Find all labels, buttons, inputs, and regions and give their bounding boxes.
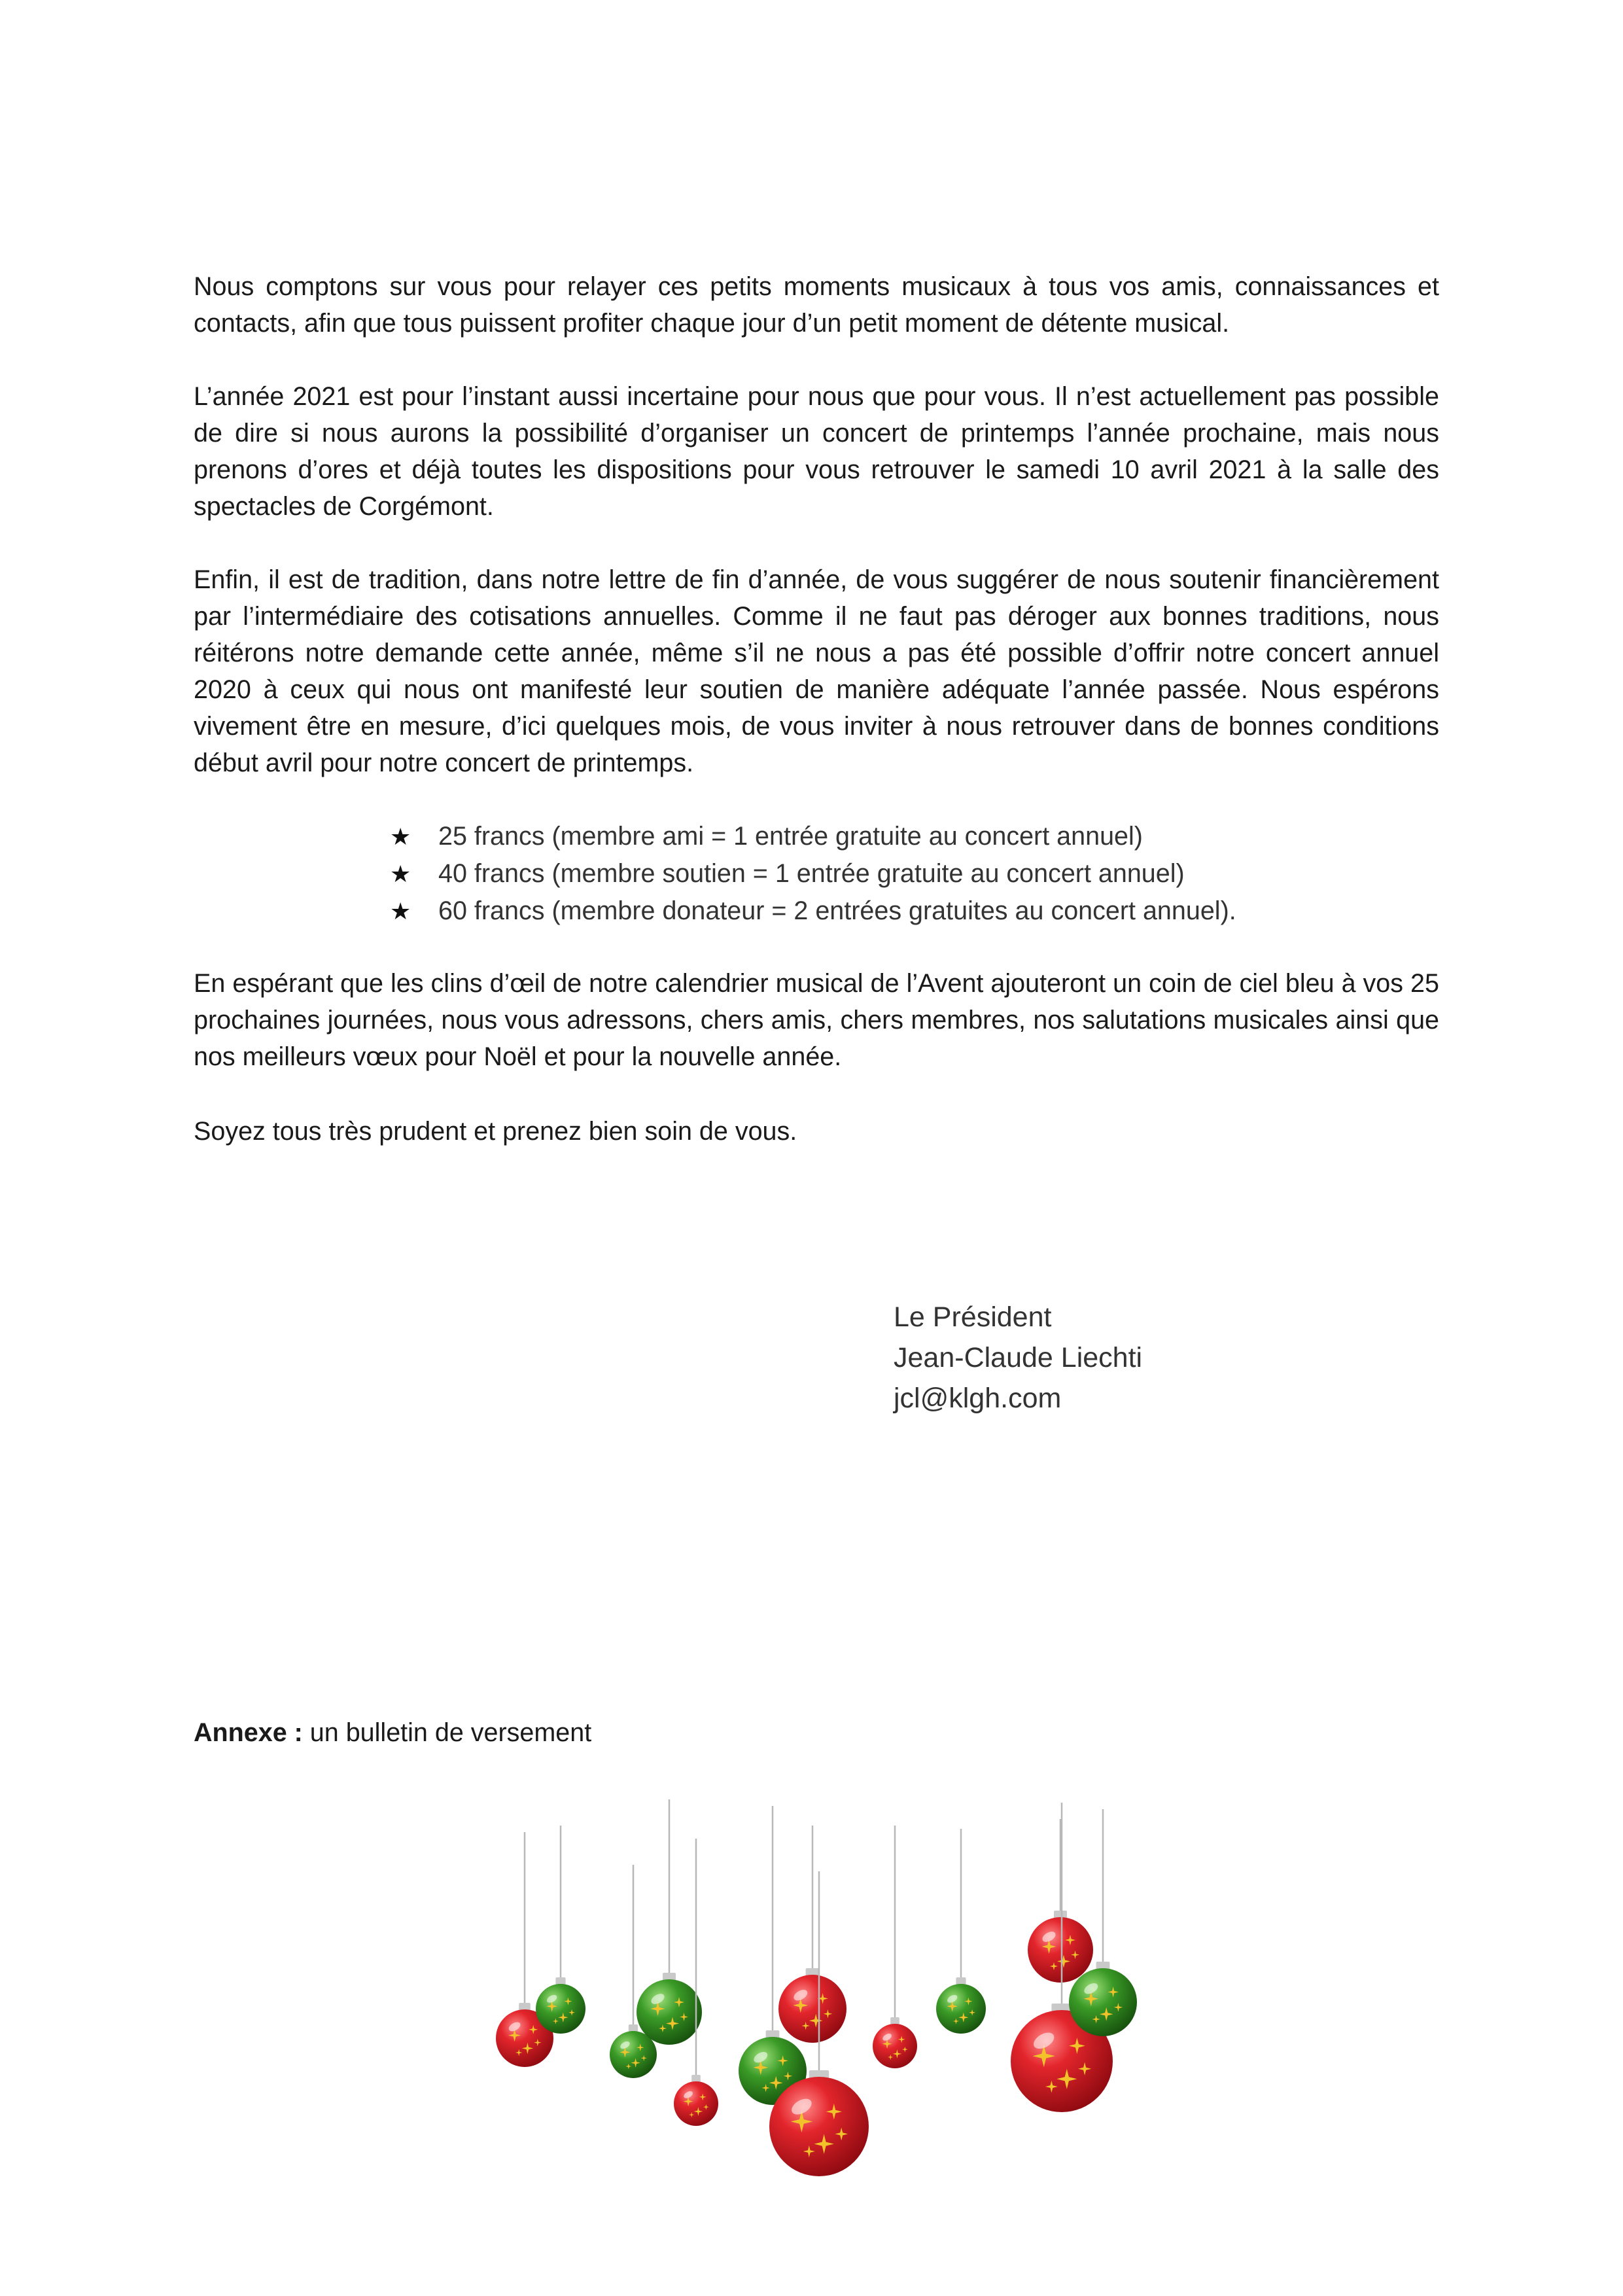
list-item: [390, 818, 1236, 855]
red-ornament-ball: [769, 2077, 869, 2176]
paragraph-cotisations: Enfin, il est de tradition, dans notre lettre de fin d’année, de vous suggérer de nous soutenir financièrement par l’intermédiaire des cotisations annuelles. Comme il ne faut pas déroger aux bonnes traditions, nous réitérons notre demande cette année, même s’il ne nous a pas été possible d’offrir notre concert annuel 2020 à ceux qui nous ont manifesté leur soutien de manière adéquate l’année passée. Nous espérons vivement être en mesure, d’ici quelques mois, de vous inviter à nous retrouver dans de bonnes conditions début avril pour notre concert de printemps.: [194, 565, 1439, 777]
paragraph-2021: L’année 2021 est pour l’instant aussi incertaine pour nous que pour vous. Il n’est actuellement pas possible de dire si nous aurons la possibilité d’organiser un concert de printemps l’année prochaine, mais nous prenons d’ores et déjà toutes les dispositions pour vous retrouver le samedi 10 avril 2021 à la salle des spectacles de Corgémont.: [194, 382, 1439, 521]
list-item: [390, 855, 1236, 892]
list-item-text: 60 francs (membre donateur = 2 entrées gratuites au concert annuel).: [438, 896, 1236, 925]
christmas-ornaments-illustration: [484, 1793, 1164, 2199]
list-item-text: 40 francs (membre soutien = 1 entrée gratuite au concert annuel): [438, 859, 1185, 888]
annexe-line: [194, 1714, 591, 1751]
green-ornament-ball: [936, 1984, 986, 2034]
signature-name: Jean-Claude Liechti: [894, 1342, 1143, 1373]
signature-block: [894, 1297, 1142, 1419]
signature-role: Le Président: [894, 1301, 1052, 1333]
paragraph-relay: Nous comptons sur vous pour relayer ces petits moments musicaux à tous vos amis, connaissances et contacts, afin que tous puissent profiter chaque jour d’un petit moment de détente musical.: [194, 272, 1439, 338]
star-icon: ★: [390, 860, 411, 887]
green-ornament-ball: [1069, 1968, 1137, 2036]
red-ornament-ball: [873, 2024, 917, 2068]
cotisation-list: [390, 818, 1236, 930]
ornament-group: [496, 1799, 1137, 2176]
red-ornament-ball: [674, 2081, 718, 2126]
star-icon: ★: [390, 898, 411, 925]
signature-email[interactable]: jcl@klgh.com: [894, 1383, 1062, 1414]
red-ornament-ball: [1028, 1917, 1093, 1983]
green-ornament-ball: [536, 1984, 585, 2034]
annexe-text: un bulletin de versement: [302, 1718, 592, 1747]
paragraph-voeux: En espérant que les clins d’œil de notre calendrier musical de l’Avent ajouteront un coin de ciel bleu à vos 25 prochaines journées, nous vous adressons, chers amis, chers membres, nos salutations musicales ainsi que nos meilleurs vœux pour Noël et pour la nouvelle année.: [194, 969, 1439, 1071]
red-ornament-ball: [778, 1975, 846, 2043]
list-item: [390, 892, 1236, 930]
green-ornament-ball: [637, 1979, 702, 2045]
star-icon: ★: [390, 823, 411, 850]
list-item-text: 25 francs (membre ami = 1 entrée gratuite au concert annuel): [438, 822, 1143, 851]
annexe-label: Annexe :: [194, 1718, 303, 1747]
paragraph-prudent: Soyez tous très prudent et prenez bien soin de vous.: [194, 1117, 797, 1146]
